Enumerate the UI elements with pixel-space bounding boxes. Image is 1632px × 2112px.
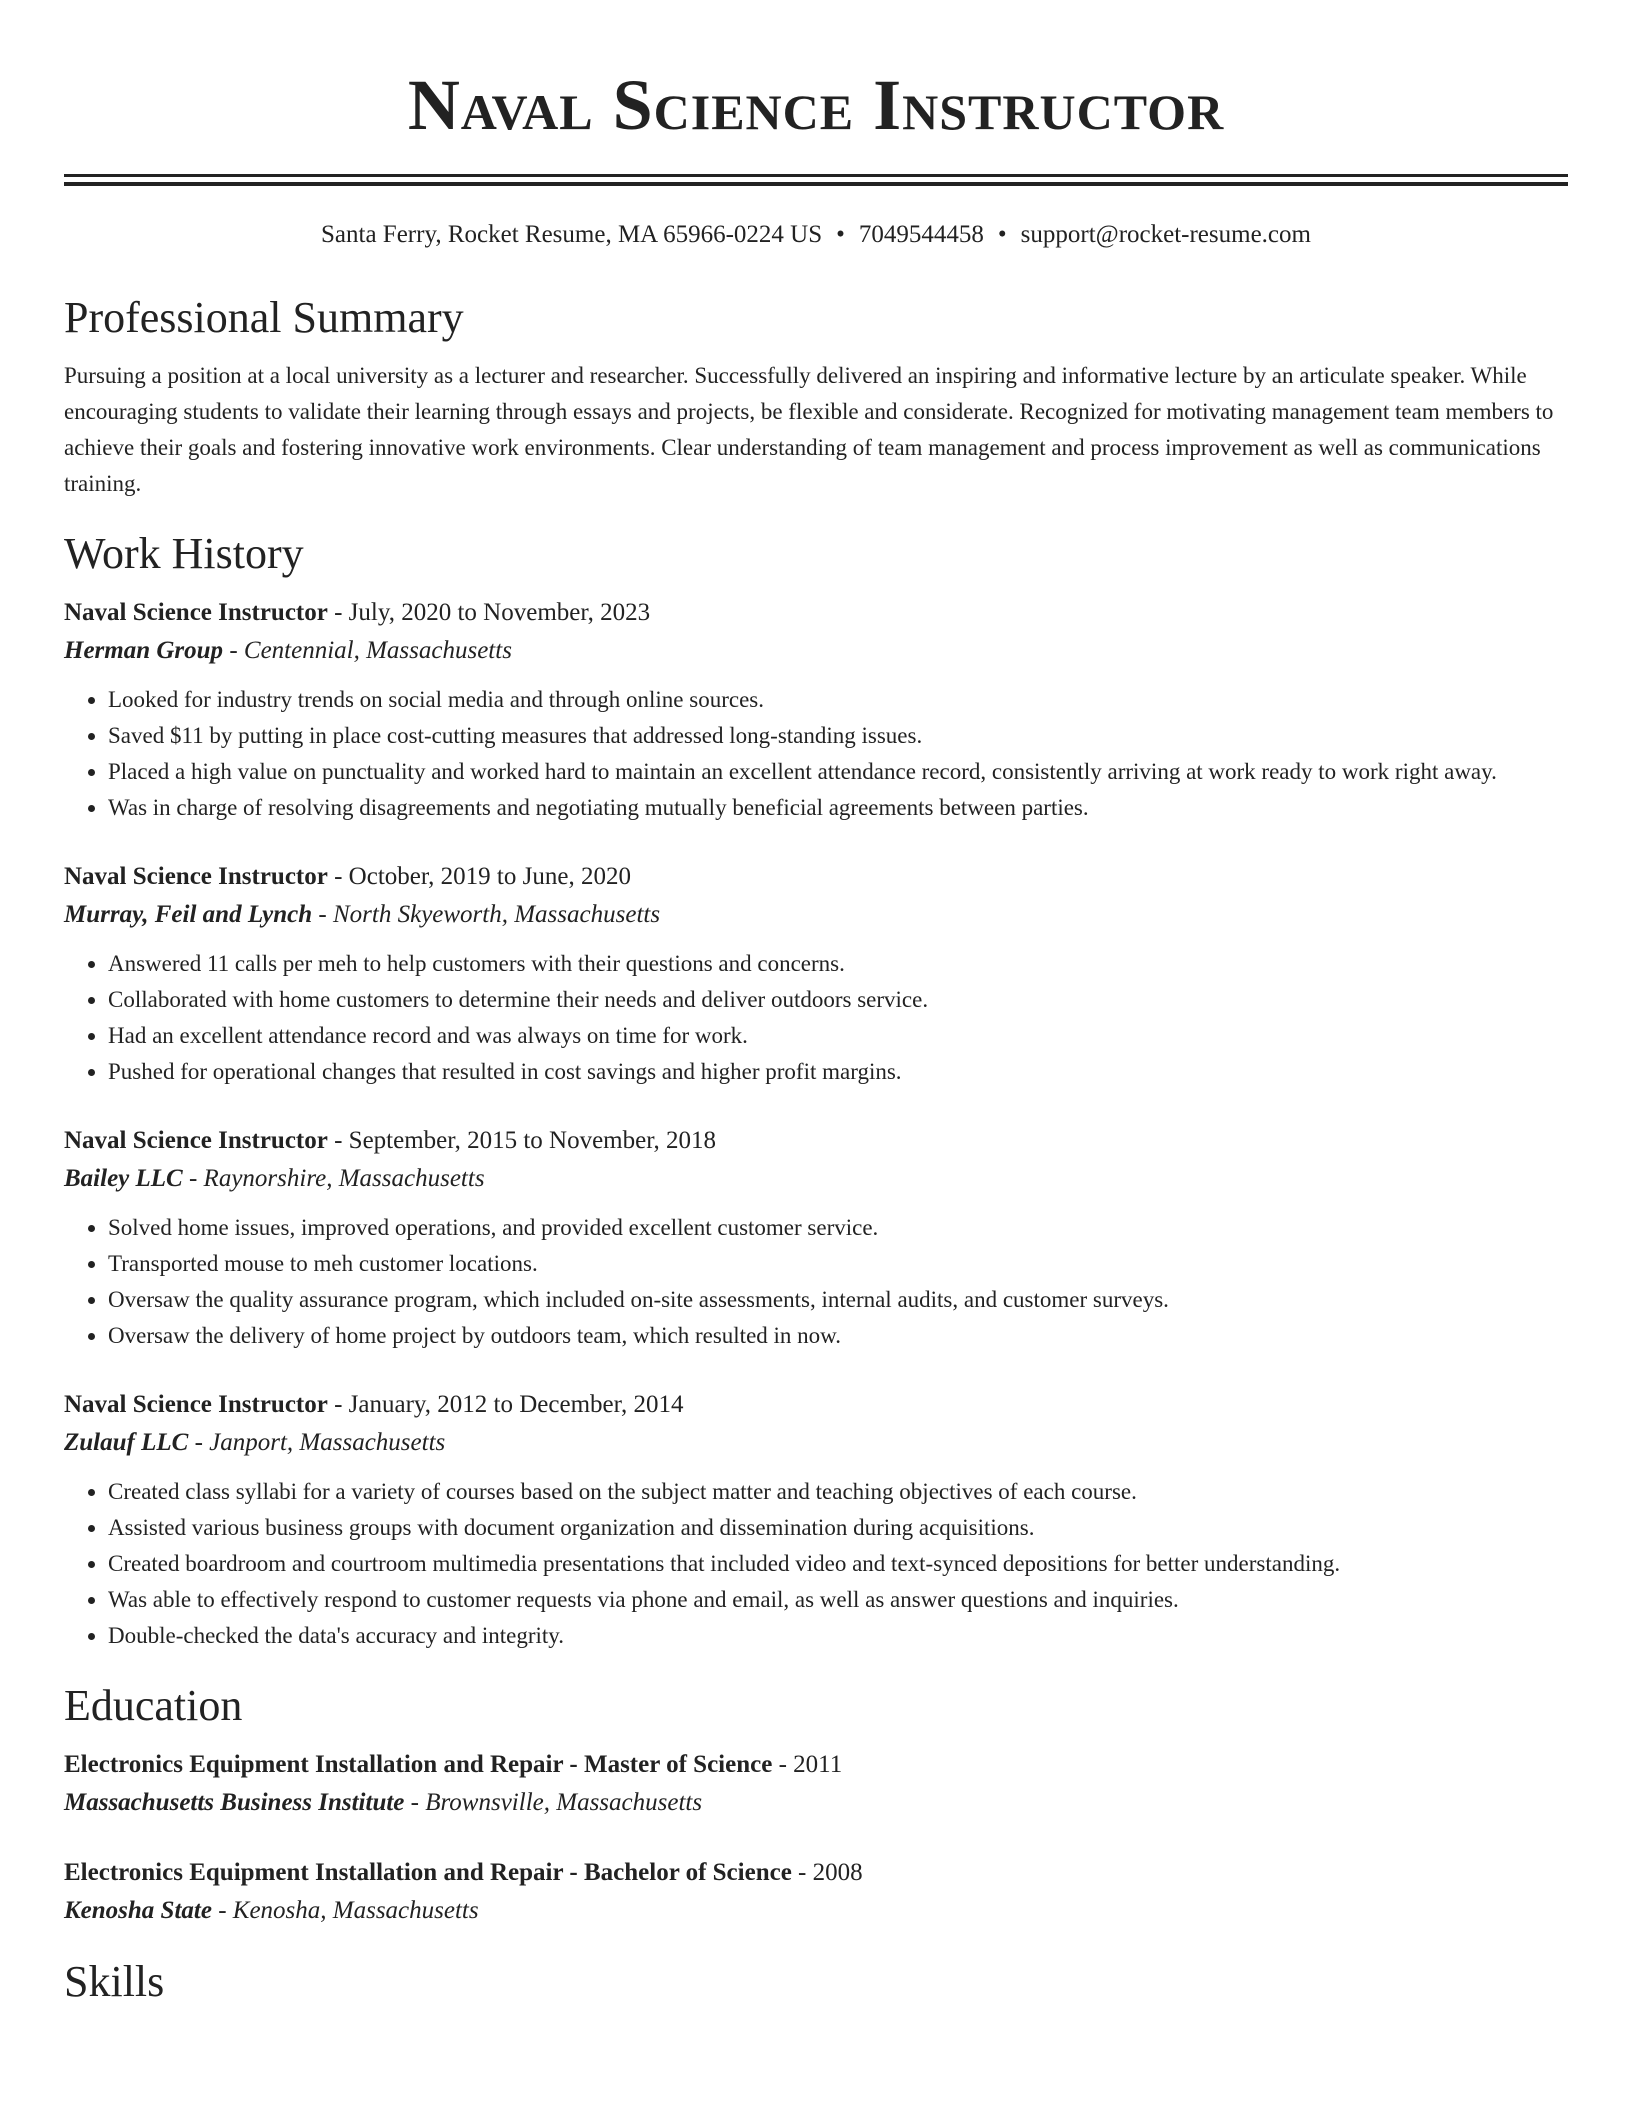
list-item: • Created boardroom and courtroom multimedia presentations that included video and text-synced depositions for better understanding. — [108, 1546, 1568, 1582]
skills-heading: Skills — [64, 1957, 165, 2006]
job-location: - Raynorshire, Massachusetts — [182, 1165, 485, 1192]
degree: Electronics Equipment Installation and Repair - Master of Science — [64, 1751, 773, 1778]
work-history-heading: Work History — [64, 529, 304, 578]
job-entry — [64, 1386, 1568, 1654]
list-item: • Looked for industry trends on social media and through online sources. — [108, 682, 1568, 718]
contact-separator: • — [997, 221, 1007, 248]
job-title: Naval Science Instructor — [64, 599, 328, 626]
school: Kenosha State — [64, 1897, 212, 1924]
job-title-line — [64, 1122, 1568, 1160]
school-line — [64, 1784, 1568, 1822]
contact-email: support@rocket-resume.com — [1020, 221, 1311, 248]
title-divider — [64, 174, 1568, 186]
job-company: Bailey LLC — [64, 1165, 183, 1192]
job-dates: - July, 2020 to November, 2023 — [327, 599, 651, 626]
summary-text: Pursuing a position at a local university as a lecturer and researcher. Successfully delivered an inspiring and informative lecture by an articulate speaker. While encouraging students to validate their learning through essays and projects, be flexible and considerate. Recognized for motivating management team members to achieve their goals and fostering innovative work environments. Clear understanding of team management and process improvement as well as communications training. — [64, 363, 1554, 496]
resume-name: Naval Science Instructor — [407, 65, 1225, 145]
contact-separator: • — [836, 221, 845, 248]
degree: Electronics Equipment Installation and Repair - Bachelor of Science — [64, 1859, 792, 1886]
job-company-line — [64, 1160, 1568, 1198]
job-location: - North Skyeworth, Massachusetts — [312, 901, 661, 928]
job-title-line — [64, 1386, 1568, 1424]
list-item: • Created class syllabi for a variety of courses based on the subject matter and teaching objectives of each course. — [108, 1474, 1568, 1510]
job-bullets — [64, 1210, 1568, 1354]
list-item: • Collaborated with home customers to determine their needs and deliver outdoors service. — [108, 982, 1568, 1018]
list-item: • Oversaw the quality assurance program, which included on-site assessments, internal audits, and customer surveys. — [108, 1282, 1568, 1318]
list-item: • Was in charge of resolving disagreements and negotiating mutually beneficial agreements between parties. — [108, 790, 1568, 826]
education-entry — [64, 1854, 1568, 1930]
list-item: • Oversaw the delivery of home project by outdoors team, which resulted in now. — [108, 1318, 1568, 1354]
job-dates: - September, 2015 to November, 2018 — [327, 1127, 717, 1154]
job-location: - Centennial, Massachusetts — [223, 637, 512, 664]
job-title-line — [64, 858, 1568, 896]
job-title-line — [64, 594, 1568, 632]
job-entry — [64, 594, 1568, 826]
degree-line — [64, 1854, 1568, 1892]
job-company-line — [64, 896, 1568, 934]
contact-line — [64, 218, 1568, 252]
job-bullets — [64, 946, 1568, 1090]
job-company: Murray, Feil and Lynch — [64, 901, 313, 928]
job-company: Zulauf LLC — [64, 1429, 189, 1456]
list-item: • Was able to effectively respond to customer requests via phone and email, as well as answer questions and inquiries. — [108, 1582, 1568, 1618]
job-location: - Janport, Massachusetts — [188, 1429, 446, 1456]
job-entry — [64, 1122, 1568, 1354]
job-title: Naval Science Instructor — [64, 1127, 328, 1154]
job-title: Naval Science Instructor — [64, 863, 328, 890]
education-heading: Education — [64, 1681, 243, 1730]
school-line — [64, 1892, 1568, 1930]
degree-year: - 2008 — [791, 1859, 863, 1886]
school-location: - Brownsville, Massachusetts — [404, 1789, 703, 1816]
degree-year: - 2011 — [772, 1751, 843, 1778]
list-item: • Placed a high value on punctuality and worked hard to maintain an excellent attendance record, consistently arriving at work ready to work right away. — [108, 754, 1568, 790]
list-item: • Double-checked the data's accuracy and integrity. — [108, 1618, 1568, 1654]
list-item: • Solved home issues, improved operations, and provided excellent customer service. — [108, 1210, 1568, 1246]
job-company: Herman Group — [64, 637, 224, 664]
contact-address: Santa Ferry, Rocket Resume, MA 65966-0224 US — [321, 221, 823, 248]
list-item: • Answered 11 calls per meh to help customers with their questions and concerns. — [108, 946, 1568, 982]
list-item: • Transported mouse to meh customer locations. — [108, 1246, 1568, 1282]
job-company-line — [64, 632, 1568, 670]
job-bullets — [64, 682, 1568, 826]
education-entry — [64, 1746, 1568, 1822]
job-dates: - October, 2019 to June, 2020 — [327, 863, 631, 890]
list-item: • Saved $11 by putting in place cost-cutting measures that addressed long-standing issues. — [108, 718, 1568, 754]
summary-heading: Professional Summary — [64, 293, 464, 342]
job-entry — [64, 858, 1568, 1090]
job-bullets — [64, 1474, 1568, 1654]
job-dates: - January, 2012 to December, 2014 — [327, 1391, 684, 1418]
job-title: Naval Science Instructor — [64, 1391, 328, 1418]
school-location: - Kenosha, Massachusetts — [211, 1897, 479, 1924]
degree-line — [64, 1746, 1568, 1784]
list-item: • Pushed for operational changes that resulted in cost savings and higher profit margins. — [108, 1054, 1568, 1090]
list-item: • Had an excellent attendance record and was always on time for work. — [108, 1018, 1568, 1054]
contact-phone: 7049544458 — [858, 221, 984, 248]
list-item: • Assisted various business groups with document organization and dissemination during acquisitions. — [108, 1510, 1568, 1546]
school: Massachusetts Business Institute — [64, 1789, 405, 1816]
job-company-line — [64, 1424, 1568, 1462]
